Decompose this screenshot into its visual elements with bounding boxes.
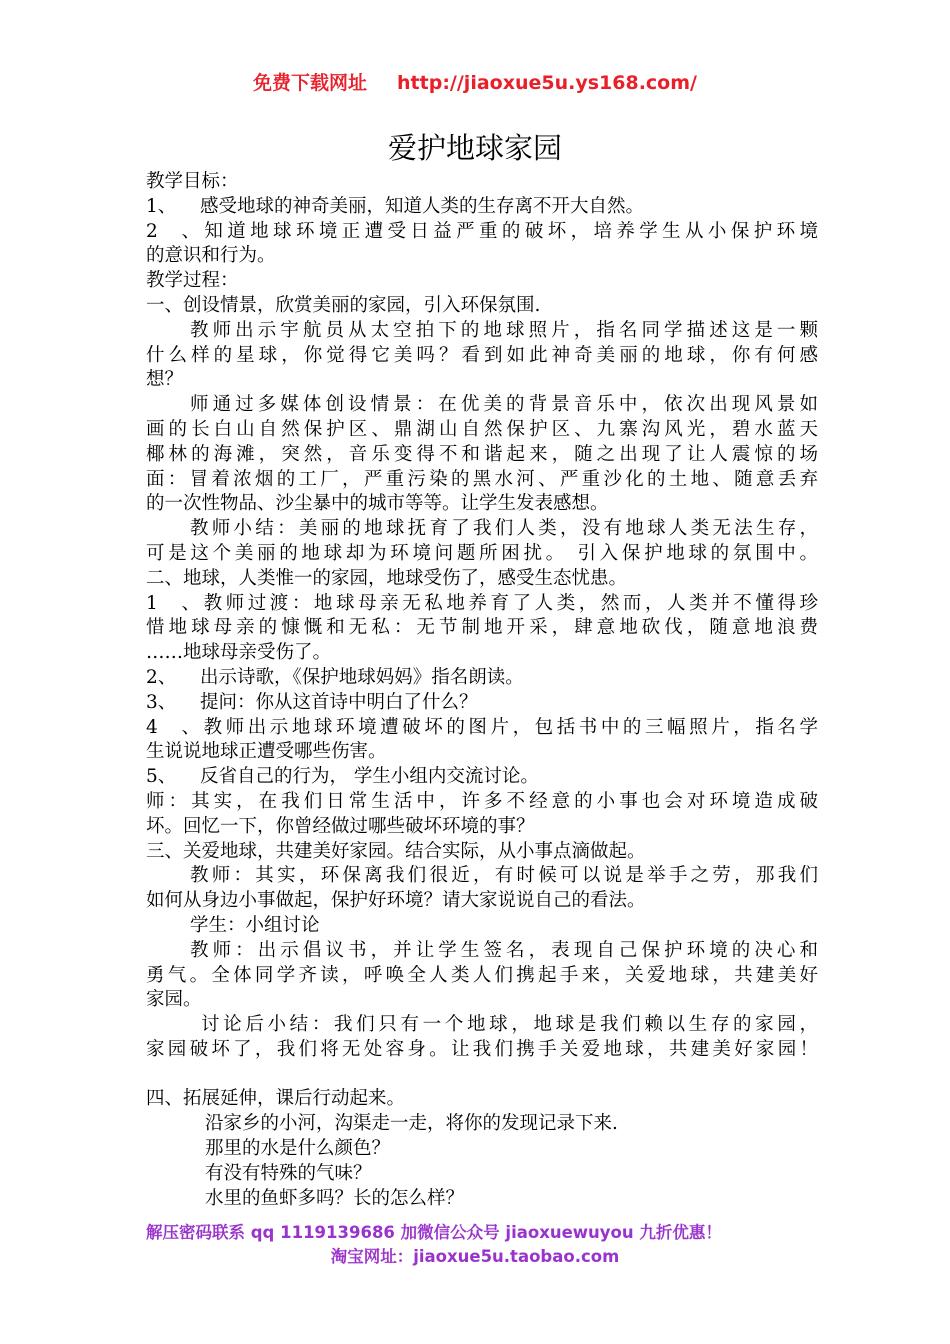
- paragraph-line: 教师出示宇航员从太空拍下的地球照片，指名同学描述这是一颗: [190, 319, 818, 341]
- list-item: 1、教师过渡：地球母亲无私地养育了人类，然而，人类并不懂得珍: [146, 592, 818, 614]
- goal-item-1: 1、 感受地球的神奇美丽，知道人类的生存离不开大自然。: [146, 195, 645, 217]
- paragraph-line: 有没有特殊的气味？: [205, 1162, 372, 1184]
- header-url-link[interactable]: http://jiaoxue5u.ys168.com/: [397, 72, 697, 94]
- paragraph-line: 师：其实，在我们日常生活中，许多不经意的小事也会对环境造成破: [146, 790, 818, 812]
- paragraph-line: 惜地球母亲的慷慨和无私：无节制地开采，肆意地砍伐，随意地浪费: [146, 617, 818, 639]
- section-2-title: 二、地球，人类惟一的家园，地球受伤了，感受生态忧患。: [146, 567, 628, 589]
- list-item: 5、 反省自己的行为， 学生小组内交流讨论。: [146, 766, 539, 788]
- paragraph-line: 学生：小组讨论: [190, 914, 320, 936]
- paragraph-line: 画的长白山自然保护区、鼎湖山自然保护区、九寨沟风光，碧水蓝天: [146, 418, 818, 440]
- footer-taobao-link[interactable]: 淘宝网址：jiaoxue5u.taobao.com: [330, 1247, 620, 1266]
- footer-contact: 解压密码联系 qq 1119139686 加微信公众号 jiaoxuewuyou 九折优惠！: [146, 1223, 722, 1242]
- paragraph-line: 讨论后小结：我们只有一个地球，地球是我们赖以生存的家园，: [201, 1014, 818, 1036]
- paragraph-line: 水里的鱼虾多吗？长的怎么样？: [205, 1187, 465, 1209]
- paragraph-line: 可是这个美丽的地球却为环境问题所困扰。 引入保护地球的氛围中。: [146, 542, 818, 564]
- page-title: 爱护地球家园: [387, 131, 562, 165]
- paragraph-line: 那里的水是什么颜色？: [205, 1138, 391, 1160]
- paragraph-line: 教师：其实，环保离我们很近，有时候可以说是举手之劳，那我们: [190, 865, 818, 887]
- paragraph-line: 生说说地球正遭受哪些伤害。: [146, 741, 387, 763]
- list-item: 4、教师出示地球环境遭破坏的图片，包括书中的三幅照片，指名学: [146, 716, 818, 738]
- paragraph-line: 想？: [146, 369, 184, 391]
- paragraph-line: 教师小结：美丽的地球抚育了我们人类，没有地球人类无法生存，: [190, 518, 818, 540]
- section-1-title: 一、创设情景，欣赏美丽的家园，引入环保氛围.: [146, 294, 541, 316]
- paragraph-line: 教师：出示倡议书，并让学生签名，表现自己保护环境的决心和: [190, 939, 818, 961]
- paragraph-line: ……地球母亲受伤了。: [146, 642, 332, 664]
- list-item: 2、 出示诗歌，《保护地球妈妈》指名朗读。: [146, 666, 524, 688]
- paragraph-line: 师通过多媒体创设情景：在优美的背景音乐中，依次出现风景如: [190, 394, 818, 416]
- paragraph-line: 的一次性物品、沙尘暴中的城市等等。让学生发表感想。: [146, 493, 609, 515]
- section-4-title: 四、拓展延伸，课后行动起来。: [146, 1088, 406, 1110]
- paragraph-line: 勇气。全体同学齐读，呼唤全人类人们携起手来，关爱地球，共建美好: [146, 964, 818, 986]
- paragraph-line: 如何从身边小事做起，保护好环境？请大家说说自己的看法。: [146, 890, 646, 912]
- header-label: 免费下载网址: [253, 72, 368, 94]
- blank-line: [146, 1063, 818, 1088]
- download-header: [0, 68, 950, 95]
- process-heading: 教学过程：: [146, 270, 239, 292]
- paragraph-line: 面：冒着浓烟的工厂，严重污染的黑水河、严重沙化的土地、随意丢弃: [146, 468, 818, 490]
- paragraph-line: 家园破坏了，我们将无处容身。让我们携手关爱地球，共建美好家园！: [146, 1038, 818, 1060]
- paragraph-line: 沿家乡的小河，沟渠走一走，将你的发现记录下来.: [205, 1113, 618, 1135]
- goal-item-2: 2、知道地球环境正遭受日益严重的破坏，培养学生从小保护环境: [146, 220, 818, 242]
- paragraph-line: 椰林的海滩，突然，音乐变得不和谐起来，随之出现了让人震惊的场: [146, 443, 818, 465]
- paragraph-line: 什么样的星球，你觉得它美吗？看到如此神奇美丽的地球，你有何感: [146, 344, 818, 366]
- document-body: [146, 170, 818, 1211]
- goal-item-2-cont: 的意识和行为。: [146, 245, 276, 267]
- section-3-title: 三、关爱地球，共建美好家园。结合实际，从小事点滴做起。: [146, 840, 646, 862]
- paragraph-line: 坏。回忆一下，你曾经做过哪些破坏环境的事？: [146, 815, 535, 837]
- list-item: 3、 提问：你从这首诗中明白了什么？: [146, 691, 478, 713]
- goals-heading: 教学目标：: [146, 171, 239, 192]
- paragraph-line: 家园。: [146, 989, 202, 1011]
